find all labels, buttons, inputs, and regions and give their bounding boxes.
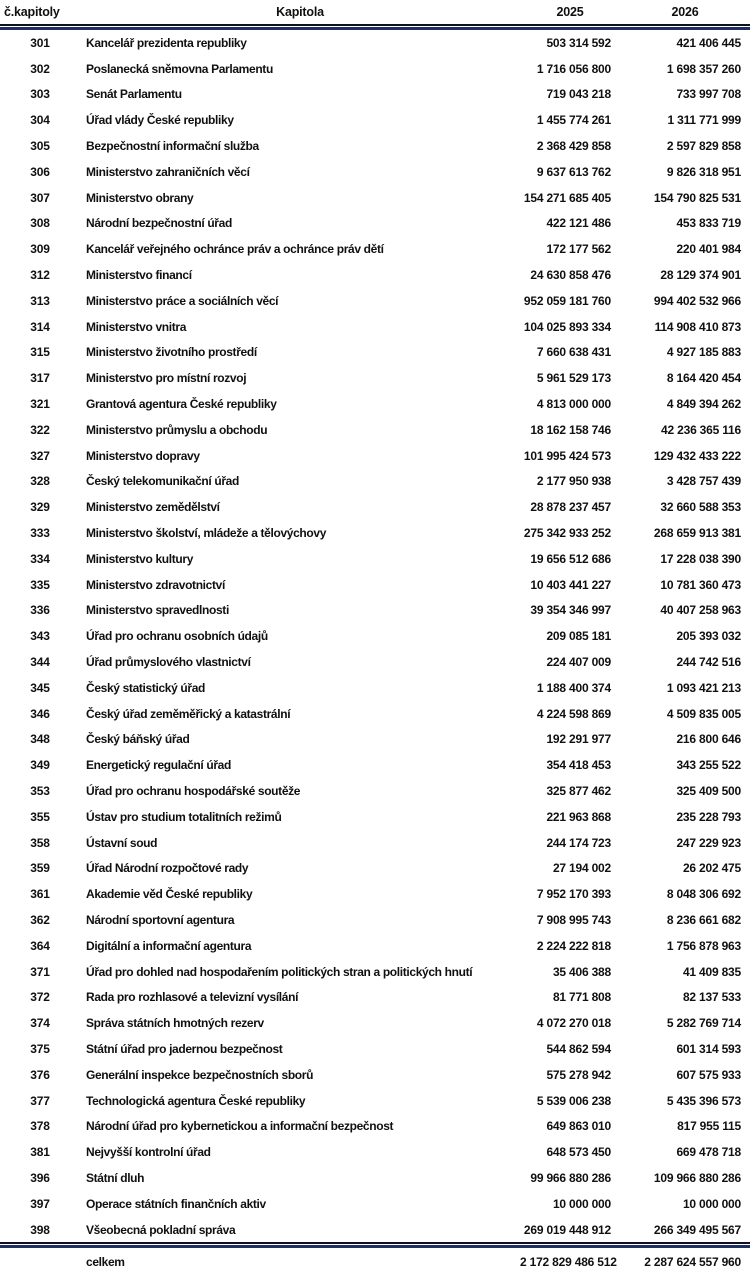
amount-2025-cell: 2 224 222 818 <box>536 938 611 953</box>
chapter-number-cell: 329 <box>30 500 50 515</box>
chapter-number-cell: 359 <box>30 861 50 876</box>
table-row <box>0 649 750 675</box>
amount-2026-cell: 41 409 835 <box>682 964 741 979</box>
amount-2025-cell: 7 908 995 743 <box>536 912 611 927</box>
chapter-number-cell: 312 <box>30 268 50 283</box>
chapter-name-cell: Nejvyšší kontrolní úřad <box>86 1145 211 1160</box>
amount-2026-cell: 8 048 306 692 <box>666 887 741 902</box>
amount-2026-cell: 82 137 533 <box>682 990 741 1005</box>
amount-2025-cell: 99 966 880 286 <box>530 1170 611 1185</box>
chapter-number-cell: 377 <box>30 1093 50 1108</box>
chapter-number-cell: 322 <box>30 422 50 437</box>
chapter-number-cell: 307 <box>30 190 50 205</box>
chapter-number-cell: 321 <box>30 397 50 412</box>
table-row <box>0 752 750 778</box>
table-row <box>0 546 750 572</box>
chapter-number-cell: 302 <box>30 61 50 76</box>
chapter-name-cell: Bezpečnostní informační služba <box>86 139 259 154</box>
chapter-number-cell: 301 <box>30 35 50 50</box>
chapter-name-cell: Státní úřad pro jadernou bezpečnost <box>86 1041 283 1056</box>
table-row <box>0 881 750 907</box>
chapter-number-cell: 349 <box>30 758 50 773</box>
chapter-name-cell: Ministerstvo životního prostředí <box>86 345 257 360</box>
amount-2026-cell: 601 314 593 <box>676 1041 741 1056</box>
amount-2026-cell: 40 407 258 963 <box>660 603 741 618</box>
table-row <box>0 959 750 985</box>
table-row <box>0 236 750 262</box>
chapter-number-cell: 344 <box>30 655 50 670</box>
amount-2026-cell: 205 393 032 <box>676 629 741 644</box>
amount-2025-cell: 244 174 723 <box>546 835 611 850</box>
amount-2025-cell: 5 961 529 173 <box>536 371 611 386</box>
table-row <box>0 1165 750 1191</box>
amount-2026-cell: 994 402 532 966 <box>653 293 741 308</box>
amount-2025-cell: 2 177 950 938 <box>536 474 611 489</box>
chapter-number-cell: 361 <box>30 887 50 902</box>
amount-2025-cell: 101 995 424 573 <box>523 448 611 463</box>
amount-2025-cell: 81 771 808 <box>552 990 611 1005</box>
chapter-number-cell: 353 <box>30 784 50 798</box>
amount-2025-cell: 952 059 181 760 <box>523 293 611 308</box>
amount-2026-cell: 10 781 360 473 <box>660 577 741 592</box>
chapter-name-cell: Správa státních hmotných rezerv <box>86 1016 264 1031</box>
amount-2026-cell: 325 409 500 <box>676 784 741 798</box>
chapter-name-cell: Ústavní soud <box>86 835 158 850</box>
table-row <box>0 262 750 288</box>
amount-2026-cell: 4 849 394 262 <box>666 397 741 412</box>
chapter-number-cell: 358 <box>30 835 50 850</box>
amount-2026-cell: 1 756 878 963 <box>666 938 741 953</box>
amount-2026-cell: 109 966 880 286 <box>653 1170 741 1185</box>
chapter-number-cell: 303 <box>30 87 50 102</box>
table-row <box>0 1036 750 1062</box>
chapter-name-cell: Český telekomunikační úřad <box>86 474 239 489</box>
amount-2025-cell: 4 813 000 000 <box>536 397 611 412</box>
amount-2026-cell: 28 129 374 901 <box>660 268 741 283</box>
amount-2025-cell: 172 177 562 <box>546 242 611 257</box>
table-row <box>0 288 750 314</box>
chapter-name-cell: Národní úřad pro kybernetickou a informační bezpečnost <box>86 1119 394 1134</box>
chapter-number-cell: 315 <box>30 345 50 360</box>
amount-2025-cell: 5 539 006 238 <box>536 1093 611 1108</box>
amount-2026-cell: 733 997 708 <box>676 87 741 102</box>
chapter-name-cell: Ministerstvo práce a sociálních věcí <box>86 293 279 308</box>
amount-2025-cell: 19 656 512 686 <box>530 551 611 566</box>
amount-2025-cell: 7 660 638 431 <box>536 345 611 360</box>
chapter-name-cell: Rada pro rozhlasové a televizní vysílání <box>86 990 299 1005</box>
chapter-name-cell: Úřad pro dohled nad hospodařením politických stran a politických hnutí <box>86 964 473 979</box>
chapter-number-cell: 345 <box>30 680 50 695</box>
amount-2026-cell: 235 228 793 <box>676 809 741 824</box>
table-row <box>0 82 750 108</box>
amount-2025-cell: 192 291 977 <box>546 732 611 747</box>
amount-2025-cell: 4 224 598 869 <box>536 706 611 721</box>
chapter-name-cell: Senát Parlamentu <box>86 87 182 102</box>
chapter-number-cell: 333 <box>30 526 50 541</box>
chapter-number-cell: 397 <box>30 1196 50 1211</box>
chapter-number-cell: 376 <box>30 1067 50 1082</box>
amount-2026-cell: 220 401 984 <box>676 242 741 257</box>
amount-2025-cell: 275 342 933 252 <box>523 526 611 541</box>
amount-2026-cell: 817 955 115 <box>677 1119 741 1134</box>
amount-2025-cell: 221 963 868 <box>546 809 611 824</box>
amount-2025-cell: 39 354 346 997 <box>530 603 611 618</box>
chapter-name-cell: Úřad Národní rozpočtové rady <box>86 861 249 876</box>
chapter-name-cell: Poslanecká sněmovna Parlamentu <box>86 61 273 76</box>
amount-2026-cell: 2 597 829 858 <box>666 139 741 154</box>
chapter-number-cell: 306 <box>30 164 50 179</box>
chapter-name-cell: Úřad vlády České republiky <box>86 113 234 128</box>
chapter-name-cell: Generální inspekce bezpečnostních sborů <box>86 1067 314 1082</box>
amount-2026-cell: 1 698 357 260 <box>666 61 741 76</box>
table-row <box>0 340 750 366</box>
amount-2026-cell: 343 255 522 <box>676 758 741 773</box>
chapter-number-cell: 364 <box>30 938 50 953</box>
col-header-2026: 2026 <box>671 5 699 19</box>
chapter-name-cell: Akademie věd České republiky <box>86 887 253 902</box>
amount-2025-cell: 649 863 010 <box>546 1119 611 1134</box>
chapter-name-cell: Ministerstvo zahraničních věcí <box>86 164 250 179</box>
total-row <box>0 1248 750 1276</box>
chapter-number-cell: 313 <box>30 293 50 308</box>
amount-2026-cell: 42 236 365 116 <box>661 422 741 437</box>
chapter-number-cell: 372 <box>30 990 50 1005</box>
chapter-name-cell: Státní dluh <box>86 1170 145 1185</box>
chapter-name-cell: Energetický regulační úřad <box>86 758 231 773</box>
amount-2025-cell: 325 877 462 <box>546 784 611 798</box>
table-row <box>0 933 750 959</box>
amount-2025-cell: 224 407 009 <box>546 655 611 670</box>
amount-2025-cell: 4 072 270 018 <box>536 1016 611 1031</box>
table-row <box>0 727 750 753</box>
table-row <box>0 133 750 159</box>
table-row <box>0 56 750 82</box>
chapter-number-cell: 374 <box>30 1016 50 1031</box>
table-row <box>0 830 750 856</box>
chapter-name-cell: Český báňský úřad <box>86 732 190 747</box>
chapter-name-cell: Ministerstvo zemědělství <box>86 500 220 515</box>
table-row <box>0 1191 750 1217</box>
amount-2026-cell: 607 575 933 <box>676 1067 741 1082</box>
chapter-number-cell: 362 <box>30 912 50 927</box>
chapter-number-cell: 304 <box>30 113 50 128</box>
chapter-name-cell: Ministerstvo pro místní rozvoj <box>86 371 247 386</box>
amount-2025-cell: 154 271 685 405 <box>523 190 611 205</box>
table-row <box>0 469 750 495</box>
amount-2026-cell: 268 659 913 381 <box>653 526 741 541</box>
chapter-number-cell: 343 <box>30 629 50 644</box>
chapter-number-cell: 314 <box>30 319 50 334</box>
amount-2025-cell: 354 418 453 <box>546 758 611 773</box>
col-header-chapter-number: č.kapitoly <box>4 5 60 19</box>
amount-2026-cell: 453 833 719 <box>676 216 741 231</box>
chapter-name-cell: Ministerstvo vnitra <box>86 319 187 334</box>
amount-2025-cell: 24 630 858 476 <box>530 268 611 283</box>
table-row <box>0 314 750 340</box>
table-row <box>0 30 750 56</box>
chapter-name-cell: Ministerstvo dopravy <box>86 448 200 463</box>
chapter-name-cell: Kancelář prezidenta republiky <box>86 35 247 50</box>
amount-2026-cell: 421 406 445 <box>676 35 741 50</box>
amount-2026-cell: 154 790 825 531 <box>653 190 741 205</box>
amount-2026-cell: 5 435 396 573 <box>666 1093 741 1108</box>
chapter-number-cell: 348 <box>30 732 50 747</box>
amount-2026-cell: 266 349 495 567 <box>653 1222 741 1237</box>
chapter-name-cell: Ministerstvo zdravotnictví <box>86 577 225 592</box>
col-header-chapter-name: Kapitola <box>276 5 324 19</box>
table-row <box>0 211 750 237</box>
table-row <box>0 1113 750 1139</box>
amount-2025-cell: 10 403 441 227 <box>530 577 611 592</box>
chapter-number-cell: 317 <box>30 371 50 386</box>
table-row <box>0 391 750 417</box>
chapter-number-cell: 335 <box>30 577 50 592</box>
chapter-number-cell: 378 <box>30 1119 50 1134</box>
table-row <box>0 1088 750 1114</box>
chapter-number-cell: 336 <box>30 603 50 618</box>
chapter-number-cell: 396 <box>30 1170 50 1185</box>
chapter-name-cell: Kancelář veřejného ochránce práv a ochránce práv dětí <box>86 242 384 257</box>
table-row <box>0 701 750 727</box>
amount-2026-cell: 4 927 185 883 <box>666 345 741 360</box>
table-row <box>0 984 750 1010</box>
chapter-name-cell: Úřad pro ochranu hospodářské soutěže <box>86 784 301 798</box>
table-row <box>0 417 750 443</box>
amount-2025-cell: 1 188 400 374 <box>536 680 611 695</box>
chapter-number-cell: 375 <box>30 1041 50 1056</box>
chapter-name-cell: Český statistický úřad <box>86 680 206 695</box>
amount-2026-cell: 5 282 769 714 <box>666 1016 741 1031</box>
table-row <box>0 778 750 804</box>
amount-2026-cell: 1 093 421 213 <box>666 680 741 695</box>
table-row <box>0 365 750 391</box>
amount-2026-cell: 247 229 923 <box>676 835 741 850</box>
table-row <box>0 1010 750 1036</box>
chapter-name-cell: Ministerstvo kultury <box>86 551 194 566</box>
table-row <box>0 572 750 598</box>
amount-2026-cell: 9 826 318 951 <box>666 164 741 179</box>
amount-2025-cell: 719 043 218 <box>546 87 611 102</box>
amount-2025-cell: 422 121 486 <box>546 216 611 231</box>
amount-2025-cell: 28 878 237 457 <box>530 500 611 515</box>
chapter-number-cell: 355 <box>30 809 50 824</box>
chapter-name-cell: Ministerstvo financí <box>86 268 192 283</box>
amount-2026-cell: 8 236 661 682 <box>666 912 741 927</box>
table-row <box>0 159 750 185</box>
amount-2025-cell: 2 368 429 858 <box>536 139 611 154</box>
amount-2025-cell: 7 952 170 393 <box>536 887 611 902</box>
amount-2025-cell: 9 637 613 762 <box>536 164 611 179</box>
header-row <box>0 0 750 24</box>
amount-2025-cell: 269 019 448 912 <box>523 1222 611 1237</box>
chapter-name-cell: Národní sportovní agentura <box>86 912 235 927</box>
amount-2026-cell: 1 311 771 999 <box>667 113 741 128</box>
amount-2026-cell: 26 202 475 <box>682 861 741 876</box>
table-row <box>0 907 750 933</box>
amount-2025-cell: 35 406 388 <box>552 964 611 979</box>
chapter-number-cell: 346 <box>30 706 50 721</box>
chapter-number-cell: 305 <box>30 139 50 154</box>
table-row <box>0 804 750 830</box>
chapter-name-cell: Ministerstvo průmyslu a obchodu <box>86 422 268 437</box>
chapter-number-cell: 308 <box>30 216 50 231</box>
amount-2026-cell: 17 228 038 390 <box>660 551 741 566</box>
amount-2025-cell: 544 862 594 <box>546 1041 611 1056</box>
amount-2025-cell: 648 573 450 <box>546 1145 611 1160</box>
table-row <box>0 1062 750 1088</box>
amount-2025-cell: 503 314 592 <box>546 35 611 50</box>
amount-2026-cell: 669 478 718 <box>676 1145 741 1160</box>
table-row <box>0 520 750 546</box>
table-row <box>0 494 750 520</box>
amount-2025-cell: 575 278 942 <box>546 1067 611 1082</box>
amount-2026-cell: 244 742 516 <box>676 655 741 670</box>
chapter-name-cell: Ministerstvo spravedlnosti <box>86 603 229 618</box>
amount-2025-cell: 10 000 000 <box>552 1196 611 1211</box>
amount-2025-cell: 18 162 158 746 <box>530 422 611 437</box>
total-empty-cell <box>0 1248 80 1276</box>
table-row <box>0 1217 750 1243</box>
chapter-name-cell: Úřad pro ochranu osobních údajů <box>86 629 268 644</box>
table-row <box>0 623 750 649</box>
amount-2026-cell: 10 000 000 <box>682 1196 741 1211</box>
table-row <box>0 443 750 469</box>
chapter-number-cell: 381 <box>30 1145 50 1160</box>
table-row <box>0 675 750 701</box>
chapter-name-cell: Ústav pro studium totalitních režimů <box>86 809 282 824</box>
amount-2025-cell: 27 194 002 <box>552 861 611 876</box>
table-row <box>0 185 750 211</box>
table-footer <box>0 1242 750 1276</box>
chapter-name-cell: Úřad průmyslového vlastnictví <box>86 655 251 670</box>
total-label: celkem <box>86 1255 125 1270</box>
col-header-2025: 2025 <box>556 5 584 19</box>
amount-2025-cell: 209 085 181 <box>546 629 611 644</box>
amount-2025-cell: 1 455 774 261 <box>536 113 611 128</box>
table-row <box>0 107 750 133</box>
chapter-name-cell: Ministerstvo školství, mládeže a tělovýchovy <box>86 526 327 541</box>
amount-2026-cell: 114 908 410 873 <box>654 319 741 334</box>
amount-2026-cell: 32 660 588 353 <box>660 500 741 515</box>
chapter-number-cell: 309 <box>30 242 50 257</box>
total-2025: 2 172 829 486 512 <box>520 1255 617 1270</box>
chapter-name-cell: Grantová agentura České republiky <box>86 397 277 412</box>
amount-2026-cell: 3 428 757 439 <box>666 474 741 489</box>
chapter-name-cell: Technologická agentura České republiky <box>86 1093 306 1108</box>
chapter-name-cell: Operace státních finančních aktiv <box>86 1196 266 1211</box>
chapter-number-cell: 327 <box>30 448 50 463</box>
amount-2025-cell: 1 716 056 800 <box>536 61 611 76</box>
table-header <box>0 0 750 30</box>
table-body <box>0 30 750 1242</box>
chapter-name-cell: Všeobecná pokladní správa <box>86 1222 236 1237</box>
table-row <box>0 856 750 882</box>
chapter-number-cell: 398 <box>30 1222 50 1237</box>
chapter-name-cell: Digitální a informační agentura <box>86 938 252 953</box>
amount-2025-cell: 104 025 893 334 <box>523 319 611 334</box>
amount-2026-cell: 4 509 835 005 <box>666 706 741 721</box>
table-row <box>0 598 750 624</box>
amount-2026-cell: 8 164 420 454 <box>666 371 741 386</box>
chapter-name-cell: Český úřad zeměměřický a katastrální <box>86 706 291 721</box>
chapter-number-cell: 334 <box>30 551 50 566</box>
chapter-name-cell: Ministerstvo obrany <box>86 190 194 205</box>
total-2026: 2 287 624 557 960 <box>644 1255 741 1270</box>
chapter-name-cell: Národní bezpečnostní úřad <box>86 216 232 231</box>
chapter-number-cell: 328 <box>30 474 50 489</box>
table-row <box>0 1139 750 1165</box>
chapter-number-cell: 371 <box>30 964 50 979</box>
amount-2026-cell: 129 432 433 222 <box>653 448 741 463</box>
amount-2026-cell: 216 800 646 <box>676 732 741 747</box>
